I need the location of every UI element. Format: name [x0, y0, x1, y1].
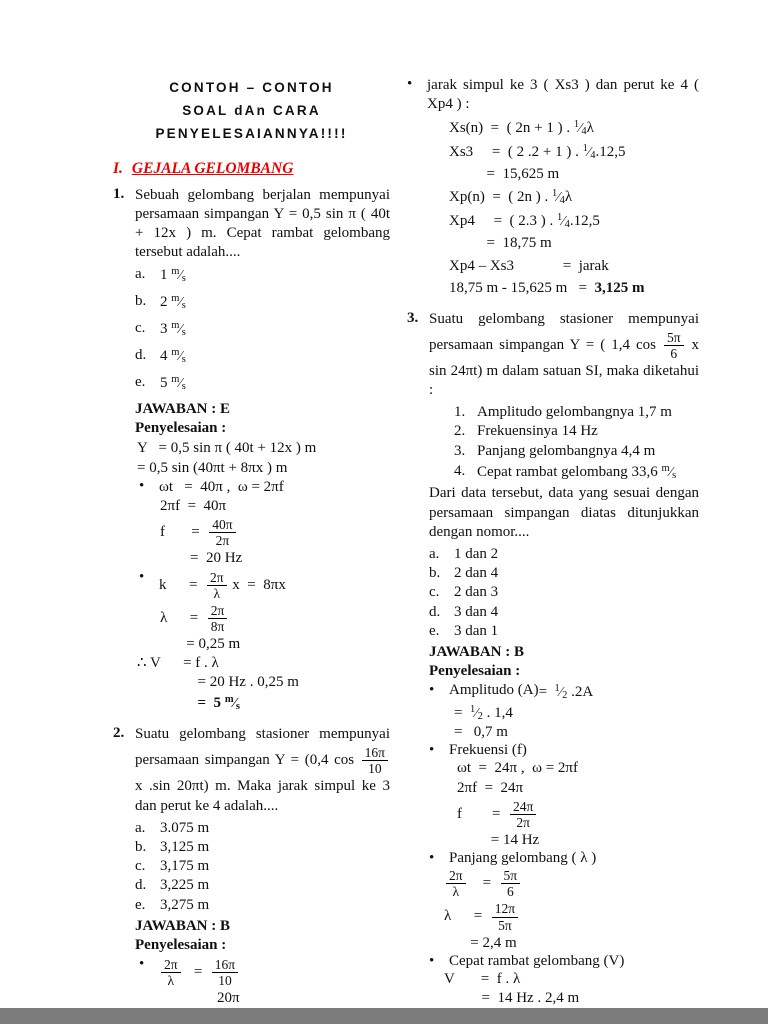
question-text: Suatu gelombang stasioner mempunyai persamaan simpangan Y = ( 1,4 cos $\frac{5\pi}{6}$ x sin 24πt) m dalam satuan SI, maka diketahui :	[429, 310, 699, 399]
diagonal-fraction: $^m$⁄s	[171, 266, 186, 285]
bullet-icon	[429, 742, 449, 759]
solution-math: = 0,7 m	[454, 724, 508, 741]
solution-math: Xp(n) = ( 2n ) . $^1$⁄4λ	[449, 188, 573, 207]
solution-math: Xp4 = ( 2.3 ) . $^1$⁄4.12,5	[449, 211, 600, 230]
question-followup: Dari data tersebut, data yang sesuai dengan persamaan simpangan diatas ditunjukkan dengan nomor....	[429, 485, 699, 540]
option-label: d.	[429, 603, 441, 620]
question-2-solution	[135, 956, 390, 1008]
solution-line: 2πf = 40π	[160, 498, 227, 515]
diagonal-fraction: $^m$⁄s	[171, 293, 186, 312]
solution-label: Penyelesaian :	[135, 420, 227, 437]
solution-math: = $^1$⁄2 .2A	[538, 683, 594, 702]
question-number: 3.	[407, 309, 419, 326]
stacked-fraction: $\frac{16\pi}{10}$	[212, 957, 238, 988]
option-value: 4 $^m$⁄s	[160, 347, 186, 366]
solution-line: = 0,5 sin (40πt + 8πx ) m	[137, 459, 288, 476]
solution-line	[139, 956, 390, 989]
bullet-icon	[429, 953, 449, 970]
option-label: e.	[135, 896, 146, 913]
solution-line: = 20 Hz	[160, 550, 243, 567]
solution-line: 2πf = 24π	[457, 779, 524, 796]
option-label: b.	[135, 839, 147, 856]
solution-line: = 0,25 m	[160, 636, 241, 653]
option-d	[135, 876, 390, 895]
option-c	[135, 319, 390, 339]
solution-frequency	[429, 742, 699, 759]
bullet-icon	[407, 76, 427, 114]
option-value: 5 $^m$⁄s	[160, 374, 186, 393]
option-c	[429, 583, 699, 602]
solution-line: = 2,4 m	[444, 934, 517, 951]
question-3	[407, 310, 699, 1008]
solution-line: V = f . λ	[444, 970, 521, 987]
diagonal-fraction: $^1$⁄2	[469, 703, 483, 722]
node-antinode-worked-lines	[407, 118, 699, 298]
solution-term-label: Amplitudo (A)	[449, 682, 539, 699]
question-number: 1.	[113, 185, 125, 202]
answer-label: JAWABAN : B	[135, 917, 231, 934]
solution-math: f = $\frac{40\pi}{2\pi}$	[160, 516, 390, 549]
item-text: Panjang gelombangnya 4,4 m	[477, 443, 656, 460]
item-text: Frekuensinya 14 Hz	[477, 423, 598, 440]
diagonal-fraction: $^1$⁄4	[557, 211, 570, 230]
solution-line: ∴ V = f . λ	[137, 655, 219, 672]
option-b	[135, 292, 390, 312]
option-d	[135, 346, 390, 366]
bullet-icon	[139, 478, 159, 497]
question-3-options	[429, 545, 699, 641]
diagonal-fraction: $^1$⁄4	[582, 142, 596, 161]
question-1	[113, 186, 390, 713]
document-title	[113, 76, 390, 146]
solution-line: = 18,75 m	[449, 235, 552, 252]
diagonal-fraction: $^m$⁄s	[661, 463, 677, 482]
diagonal-fraction: $^1$⁄4	[573, 119, 587, 138]
option-value: 3 dan 4	[454, 603, 499, 620]
stacked-fraction: $\frac{2\pi}{\lambda}$	[207, 570, 227, 601]
diagonal-fraction: $^m$⁄s	[171, 374, 186, 393]
question-3-body	[429, 310, 699, 1008]
question-1-options	[135, 265, 390, 393]
option-value: 1 dan 2	[454, 546, 499, 563]
solution-math: = $^1$⁄2 . 1,4	[454, 703, 513, 722]
option-label: b.	[135, 293, 147, 310]
solution-result: = 5 $^m$⁄s	[160, 693, 240, 712]
option-b	[135, 838, 390, 857]
solution-line: Y = 0,5 sin π ( 40t + 12x ) m	[137, 440, 317, 457]
list-item	[454, 403, 699, 423]
option-label: a.	[429, 546, 440, 563]
item-text: Cepat rambat gelombang 33,6 $^m$⁄s	[477, 463, 677, 482]
solution-line	[429, 723, 699, 742]
bullet-paragraph	[407, 76, 699, 114]
section-heading	[113, 160, 390, 178]
solution-wave-speed	[429, 953, 699, 970]
solution-wavelength	[429, 850, 699, 867]
solution-label: Penyelesaian :	[135, 936, 227, 953]
answer-label: JAWABAN : B	[429, 643, 525, 660]
option-label: e.	[135, 374, 146, 391]
answer-label: JAWABAN : E	[135, 401, 231, 418]
section-number: I.	[113, 159, 123, 177]
option-label: c.	[135, 320, 146, 337]
section-title: GEJALA GELOMBANG	[131, 159, 294, 177]
option-value: 3,225 m	[160, 877, 210, 894]
option-a	[135, 819, 390, 838]
option-value: 2 dan 4	[454, 565, 499, 582]
title-line: CONTOH – CONTOH	[169, 80, 334, 95]
solution-amplitude	[429, 682, 699, 702]
solution-math: ωt = 40π , ω = 2πf	[159, 478, 284, 495]
list-item	[454, 442, 699, 462]
diagonal-fraction: $^1$⁄2	[554, 683, 568, 702]
stacked-fraction: $\frac{24\pi}{2\pi}$	[510, 799, 536, 830]
option-label: a.	[135, 266, 146, 283]
option-label: a.	[135, 819, 146, 836]
option-value: 3,125 m	[160, 839, 210, 856]
option-value: 3,275 m	[160, 896, 210, 913]
solution-line: = 14 Hz	[457, 832, 540, 849]
question-1-solution	[135, 439, 390, 713]
solution-line	[139, 478, 390, 497]
solution-line: = 20 Hz . 0,25 m	[160, 674, 299, 691]
option-value: 3 dan 1	[454, 622, 499, 639]
option-value: 2 $^m$⁄s	[160, 293, 186, 312]
item-text: Amplitudo gelombangnya 1,7 m	[477, 403, 672, 420]
solution-line: = 15,625 m	[449, 166, 560, 183]
solution-term-label: Panjang gelombang ( λ )	[449, 850, 597, 867]
paragraph-text: jarak simpul ke 3 ( Xs3 ) dan perut ke 4 ( Xp4 ) :	[427, 77, 699, 113]
solution-line	[139, 569, 390, 602]
question-1-body	[135, 186, 390, 713]
stacked-fraction: $\frac{12\pi}{5\pi}$	[492, 901, 518, 932]
option-label: c.	[429, 584, 440, 601]
option-a	[429, 545, 699, 564]
question-number: 2.	[113, 725, 125, 742]
option-value: 3 $^m$⁄s	[160, 320, 186, 339]
item-number: 3.	[454, 443, 466, 460]
solution-term-label: Cepat rambat gelombang (V)	[449, 952, 625, 969]
solution-label: Penyelesaian :	[429, 663, 521, 680]
stacked-fraction: $\frac{2\pi}{\lambda}$	[446, 868, 466, 899]
stacked-fraction: $\frac{40\pi}{2\pi}$	[209, 517, 235, 548]
list-item	[454, 462, 699, 482]
option-label: d.	[135, 347, 147, 364]
solution-math: Xs(n) = ( 2n + 1 ) . $^1$⁄4λ	[449, 119, 594, 138]
option-e	[429, 622, 699, 641]
bullet-icon	[139, 569, 159, 602]
item-number: 4.	[454, 463, 466, 480]
solution-result: 18,75 m - 15,625 m = 3,125 m	[449, 279, 645, 296]
option-value: 1 $^m$⁄s	[160, 266, 186, 285]
stacked-fraction: $\frac{16\pi}{10}$	[362, 745, 388, 776]
solution-line: Xp4 – Xs3 = jarak	[449, 257, 609, 274]
solution-term-label: Frekuensi (f)	[449, 742, 527, 759]
solution-math: $\frac{2\pi}{\lambda}$ = $\frac{5\pi}{6}$	[444, 867, 699, 900]
option-label: d.	[135, 877, 147, 894]
left-column	[113, 76, 390, 1008]
question-text: Suatu gelombang stasioner mempunyai persamaan simpangan Y = (0,4 cos $\frac{16\pi}{10}$ x .sin 20πt) m. Maka jarak simpul ke 3 dan perut ke 4 adalah....	[135, 726, 390, 814]
option-e	[135, 373, 390, 393]
question-2-body	[135, 725, 390, 1008]
bullet-icon	[429, 682, 449, 702]
solution-line	[429, 703, 699, 723]
solution-line-clipped: 20π	[217, 990, 240, 1007]
title-line: SOAL dAn CARA	[182, 103, 321, 119]
option-value: 3.075 m	[160, 819, 210, 836]
option-c	[135, 857, 390, 876]
solution-math: $\frac{2\pi}{\lambda}$ = $\frac{16\pi}{10}$	[159, 956, 240, 989]
option-label: b.	[429, 565, 441, 582]
right-column	[407, 76, 699, 1008]
diagonal-fraction: $^m$⁄s	[171, 320, 186, 339]
solution-math: λ = $\frac{2\pi}{8\pi}$	[160, 602, 390, 635]
option-b	[429, 564, 699, 583]
stacked-fraction: $\frac{5\pi}{6}$	[501, 868, 521, 899]
diagonal-fraction: $^m$⁄s	[171, 347, 186, 366]
stacked-fraction: $\frac{5\pi}{6}$	[664, 330, 684, 361]
option-label: c.	[135, 858, 146, 875]
option-label: e.	[429, 622, 440, 639]
bold-text: 3,125 m	[594, 279, 645, 296]
stacked-fraction: $\frac{2\pi}{8\pi}$	[208, 603, 228, 634]
option-a	[135, 265, 390, 285]
title-line: PENYELESAIANNYA!!!!	[155, 126, 348, 142]
option-e	[135, 896, 390, 915]
diagonal-fraction: $^m$⁄s	[224, 693, 240, 712]
bullet-icon	[139, 956, 159, 989]
stacked-fraction: $\frac{2\pi}{\lambda}$	[161, 957, 181, 988]
solution-math: λ = $\frac{12\pi}{5\pi}$	[444, 900, 699, 933]
question-2	[113, 725, 390, 1008]
solution-math: Xs3 = ( 2 .2 + 1 ) . $^1$⁄4.12,5	[449, 142, 626, 161]
item-number: 1.	[454, 403, 466, 420]
solution-math: k = $\frac{2\pi}{\lambda}$ x = 8πx	[159, 569, 286, 601]
item-number: 2.	[454, 423, 466, 440]
solution-line: = 14 Hz . 2,4 m	[444, 990, 580, 1007]
solution-math: f = $\frac{24\pi}{2\pi}$	[457, 798, 699, 831]
list-item	[454, 422, 699, 442]
option-value: 2 dan 3	[454, 584, 499, 601]
option-value: 3,175 m	[160, 858, 210, 875]
question-text: Sebuah gelombang berjalan mempunyai persamaan simpangan Y = 0,5 sin π ( 40t + 12x ) m. Cepat rambat gelombang tersebut adalah....	[135, 186, 390, 261]
question-3-solution	[429, 682, 699, 1008]
option-d	[429, 603, 699, 622]
solution-line: ωt = 24π , ω = 2πf	[457, 760, 578, 777]
question-2-options	[135, 819, 390, 915]
statement-list	[454, 403, 699, 483]
bullet-icon	[429, 850, 449, 867]
diagonal-fraction: $^1$⁄4	[552, 188, 565, 207]
